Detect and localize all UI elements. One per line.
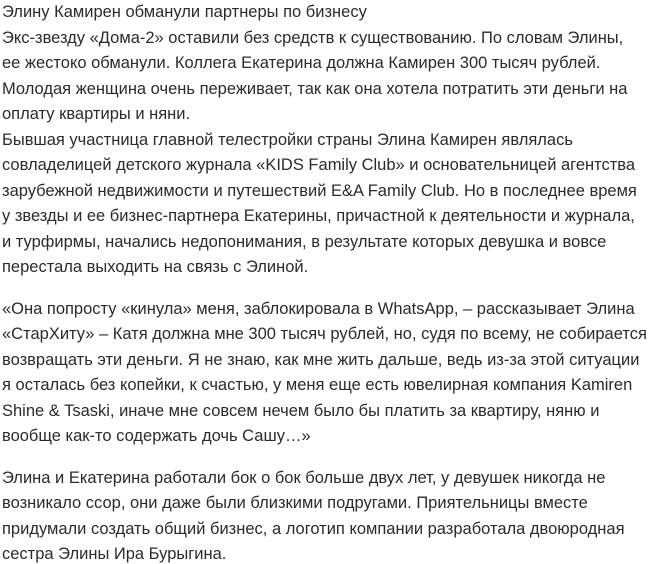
text-line: оплату квартиры и няни. bbox=[2, 105, 191, 123]
text-line: вообще как-то содержать дочь Сашу…» bbox=[2, 427, 311, 445]
paragraph-spacer bbox=[2, 450, 670, 466]
text-line: Молодая женщина очень переживает, так как она хотела потратить эти деньги на bbox=[2, 79, 628, 98]
text-line: Бывшая участница главной телестройки страны Элина Камирен являлась bbox=[2, 130, 573, 149]
paragraph-closing bbox=[2, 466, 670, 564]
text-line: перестала выходить на связь с Элиной. bbox=[2, 258, 309, 276]
title-line: Элину Камирен обманули партнеры по бизнесу bbox=[2, 3, 367, 21]
paragraph-spacer bbox=[2, 281, 670, 297]
paragraph-quote bbox=[2, 297, 670, 450]
text-line: Экс-звезду «Дома-2» оставили без средств к существованию. По словам Элины, bbox=[2, 28, 624, 47]
article-title bbox=[2, 0, 670, 26]
text-line: возникало ссор, они даже были близкими подругами. Приятельницы вместе bbox=[2, 494, 588, 512]
text-line: «Она попросту «кинула» меня, заблокировала в WhatsApp, – рассказывает Элина bbox=[2, 299, 635, 318]
text-line: Элина и Екатерина работали бок о бок больше двух лет, у девушек никогда не bbox=[2, 468, 606, 487]
paragraph-intro bbox=[2, 26, 670, 128]
text-line: зарубежной недвижимости и путешествий E&A Family Club. Но в последнее время bbox=[2, 181, 637, 200]
text-line: ее жестоко обманули. Коллега Екатерина должна Камирен 300 тысяч рублей. bbox=[2, 54, 601, 72]
text-line: и турфирмы, начались недопонимания, в результате которых девушка и вовсе bbox=[2, 232, 607, 251]
text-line: возвращать эти деньги. Я не знаю, как мне жить дальше, ведь из-за этой ситуации bbox=[2, 350, 640, 369]
text-line: совладелицей детского журнала «KIDS Family Club» и основательницей агентства bbox=[2, 156, 636, 174]
text-line: сестра Элины Ира Бурыгина. bbox=[2, 545, 227, 563]
text-line: у звезды и ее бизнес-партнера Екатерины, причастной к деятельности и журнала, bbox=[2, 207, 635, 225]
text-line: Shine & Tsaski, иначе мне совсем нечем было бы платить за квартиру, няню и bbox=[2, 401, 600, 420]
paragraph-background bbox=[2, 128, 670, 281]
text-line: придумали создать общий бизнес, а логотип компании разработала двоюродная bbox=[2, 519, 625, 538]
text-line: «СтарХиту» – Катя должна мне 300 тысяч рублей, но, судя по всему, не собирается bbox=[2, 325, 647, 343]
text-line: я осталась без копейки, к счастью, у меня еще есть ювелирная компания Kamiren bbox=[2, 376, 633, 394]
